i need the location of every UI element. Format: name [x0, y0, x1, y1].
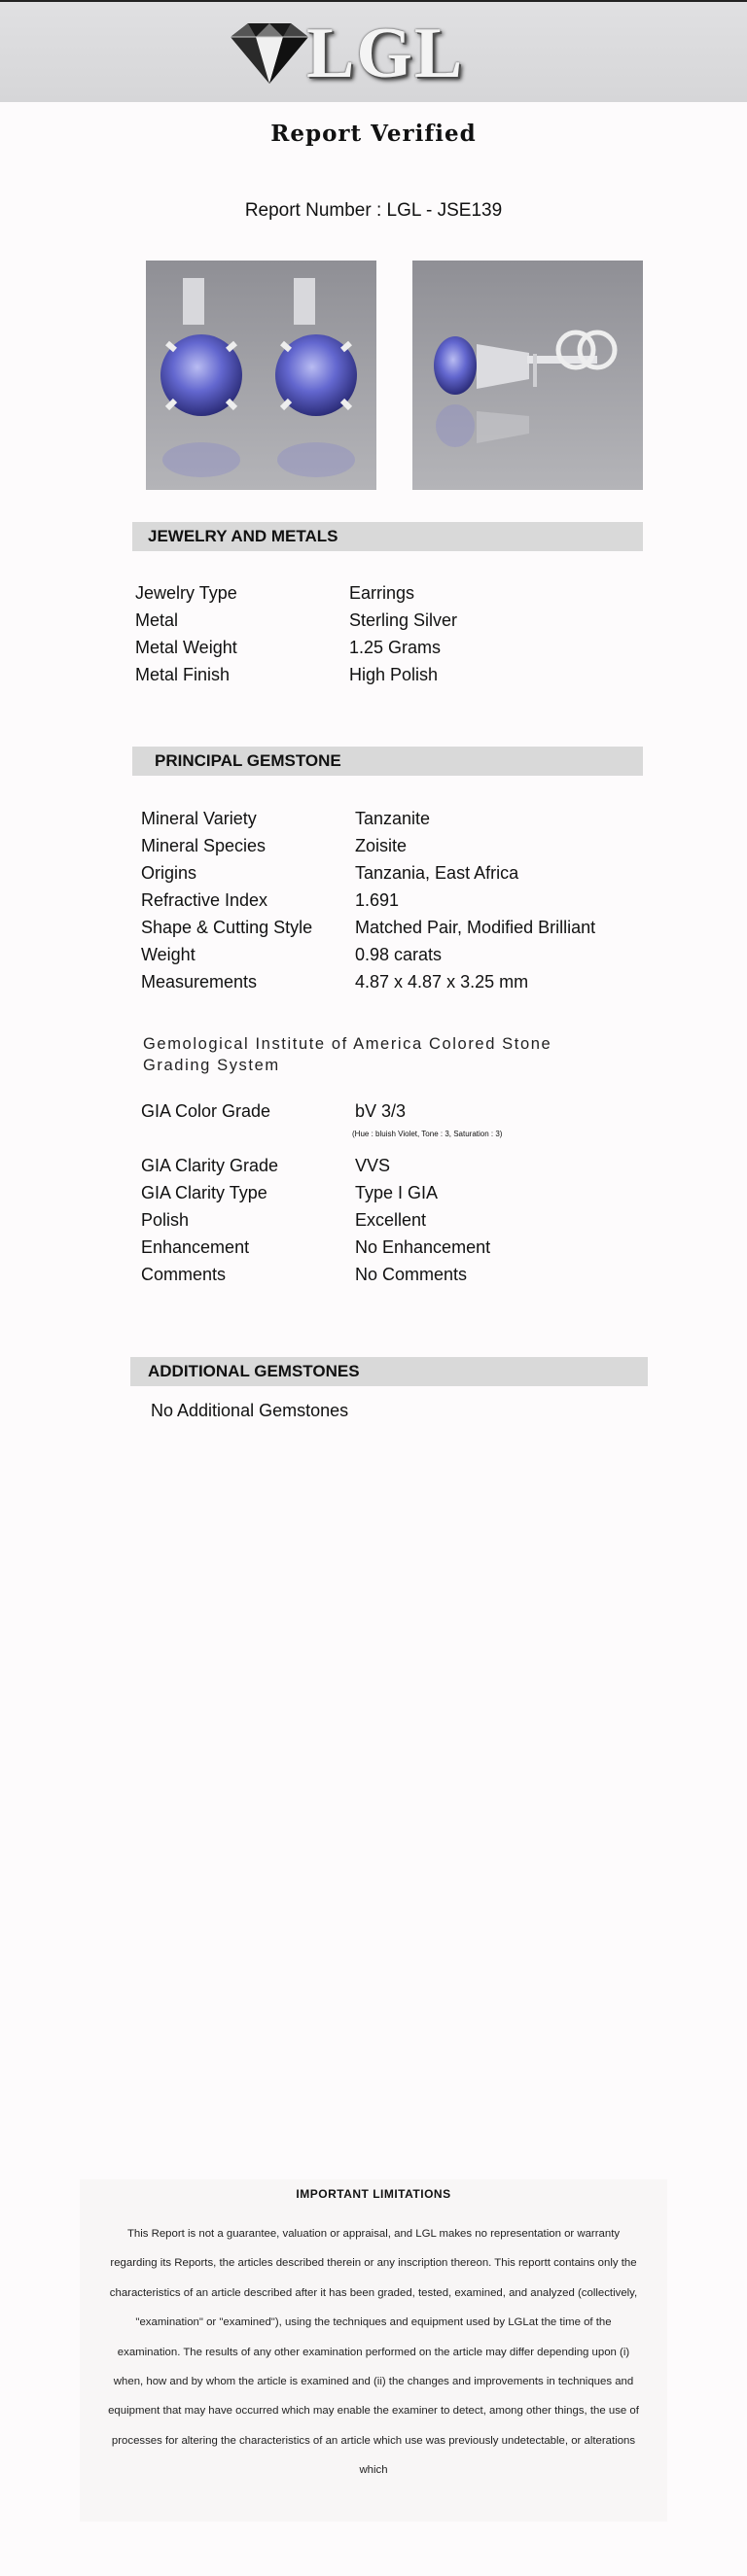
row-value: Tanzanite: [355, 809, 431, 828]
row-label: Mineral Variety: [141, 809, 257, 828]
limitations-text: This Report is not a guarantee, valuation or appraisal, and LGL makes no representation or warranty regarding its Reports, the articles described therein or any inscription thereon. This reportt contains only the characteristics of an article described after it has been graded, tested, examined, and analyzed (collectively, "examination" or "examined"), using the techniques and equipment used by LGLat the time of the examination. The results of any other examination performed on the article may differ depending upon (i) when, how and by whom the article is examined and (ii) the changes and improvements in techniques and equipment that may have occurred which may enable the examiner to detect, among other things, the use of processes for altering the characteristics of an article which use was previously undetectable, or alterations which: [108, 2228, 639, 2477]
row-value: VVS: [355, 1156, 391, 1175]
row-value: No Comments: [355, 1265, 468, 1284]
row-label: Weight: [141, 945, 196, 964]
row-label: Comments: [141, 1265, 227, 1284]
earrings-front-photo: [146, 261, 376, 490]
row-label: Polish: [141, 1210, 190, 1230]
logo-text: LGL: [306, 14, 465, 93]
principal-gemstone-heading: PRINCIPAL GEMSTONE: [132, 747, 643, 776]
earring-side-photo: [412, 261, 643, 490]
additional-gemstones-text: No Additional Gemstones: [151, 1401, 349, 1420]
row-label: GIA Clarity Type: [141, 1183, 267, 1202]
row-label: Enhancement: [141, 1237, 250, 1257]
row-label: Jewelry Type: [135, 583, 237, 603]
row-label: Measurements: [141, 972, 258, 992]
row-value: bV 3/3: [355, 1101, 407, 1121]
jewelry-metals-heading: JEWELRY AND METALS: [132, 522, 643, 551]
row-value: 1.691: [355, 890, 400, 910]
header-bar: [0, 0, 747, 102]
row-label: Metal Finish: [135, 665, 231, 684]
row-value: Earrings: [349, 583, 415, 603]
diamond-icon: [227, 19, 312, 87]
page-title: Report Verified: [270, 121, 477, 147]
row-value: Zoisite: [355, 836, 408, 855]
row-value: High Polish: [349, 665, 439, 684]
row-label: Origins: [141, 863, 197, 883]
row-value: Matched Pair, Modified Brilliant: [355, 918, 596, 937]
row-value: No Enhancement: [355, 1237, 491, 1257]
additional-gemstones-heading: ADDITIONAL GEMSTONES: [130, 1357, 648, 1386]
row-label: Refractive Index: [141, 890, 268, 910]
row-label: Mineral Species: [141, 836, 267, 855]
row-label: GIA Color Grade: [141, 1101, 271, 1121]
gia-grading-system-title: Gemological Institute of America Colored Stone Grading System: [143, 1035, 552, 1074]
row-value: Tanzania, East Africa: [355, 863, 519, 883]
limitations-heading: IMPORTANT LIMITATIONS: [296, 2187, 451, 2201]
report-number: Report Number : LGL - JSE139: [244, 200, 503, 221]
row-value: Type I GIA: [355, 1183, 439, 1202]
color-grade-note: (Hue : bluish Violet, Tone : 3, Saturation : 3): [352, 1130, 503, 1138]
row-value: 0.98 carats: [355, 945, 443, 964]
lgl-logo: [227, 14, 464, 93]
row-label: GIA Clarity Grade: [141, 1156, 279, 1175]
row-value: Excellent: [355, 1210, 427, 1230]
row-label: Metal: [135, 610, 179, 630]
row-value: Sterling Silver: [349, 610, 458, 630]
row-label: Shape & Cutting Style: [141, 918, 313, 937]
row-label: Metal Weight: [135, 638, 237, 657]
row-value: 1.25 Grams: [349, 638, 442, 657]
row-value: 4.87 x 4.87 x 3.25 mm: [355, 972, 529, 992]
